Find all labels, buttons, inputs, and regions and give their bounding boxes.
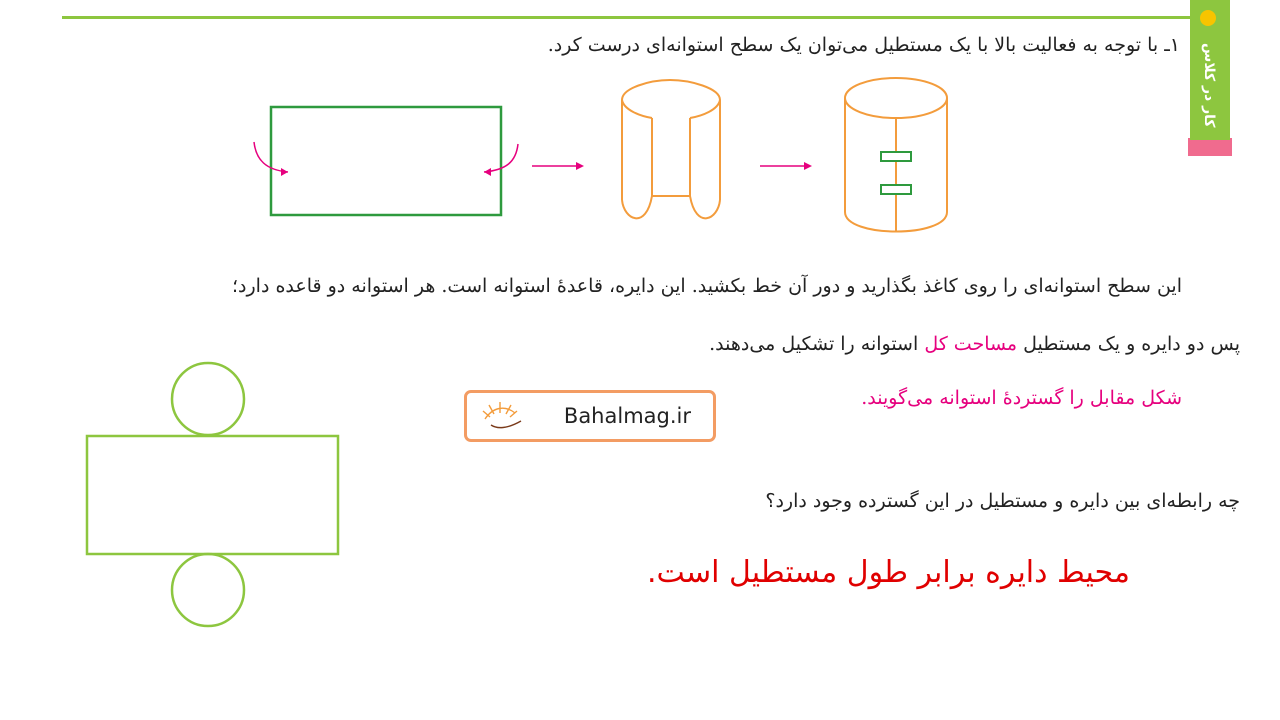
net-definition: شکل مقابل را گستردهٔ استوانه می‌گویند. — [861, 387, 1182, 409]
cylinder-net — [87, 363, 338, 626]
tape-strip — [881, 152, 911, 161]
instruction-line-1: ۱ـ با توجه به فعالیت بالا با یک مستطیل می‌توان یک سطح استوانه‌ای درست کرد. — [547, 34, 1180, 56]
watermark-text: Bahalmag.ir — [563, 404, 691, 428]
tape-strip — [881, 185, 911, 194]
instruction-line-3 — [709, 333, 1240, 355]
watermark-badge — [464, 390, 716, 442]
line3-text-end: استوانه را تشکیل می‌دهند. — [709, 333, 925, 355]
bahar-logo-icon — [481, 399, 525, 433]
answer-text: محیط دایره برابر طول مستطیل است. — [646, 555, 1130, 590]
instruction-line-2: این سطح استوانه‌ای را روی کاغذ بگذارید و دور آن خط بکشید. این دایره، قاعدهٔ استوانه است. هر استوانه دو قاعده دارد؛ — [232, 275, 1182, 297]
open-cylinder — [622, 80, 720, 218]
line3-text-start: پس دو دایره و یک مستطیل — [1017, 333, 1240, 355]
highlight-term: مساحت کل — [924, 333, 1018, 355]
question-text: چه رابطه‌ای بین دایره و مستطیل در این گسترده وجود دارد؟ — [765, 490, 1240, 512]
flat-rectangle — [271, 107, 501, 215]
section-tab-label: کار در کلاس — [1201, 42, 1217, 128]
